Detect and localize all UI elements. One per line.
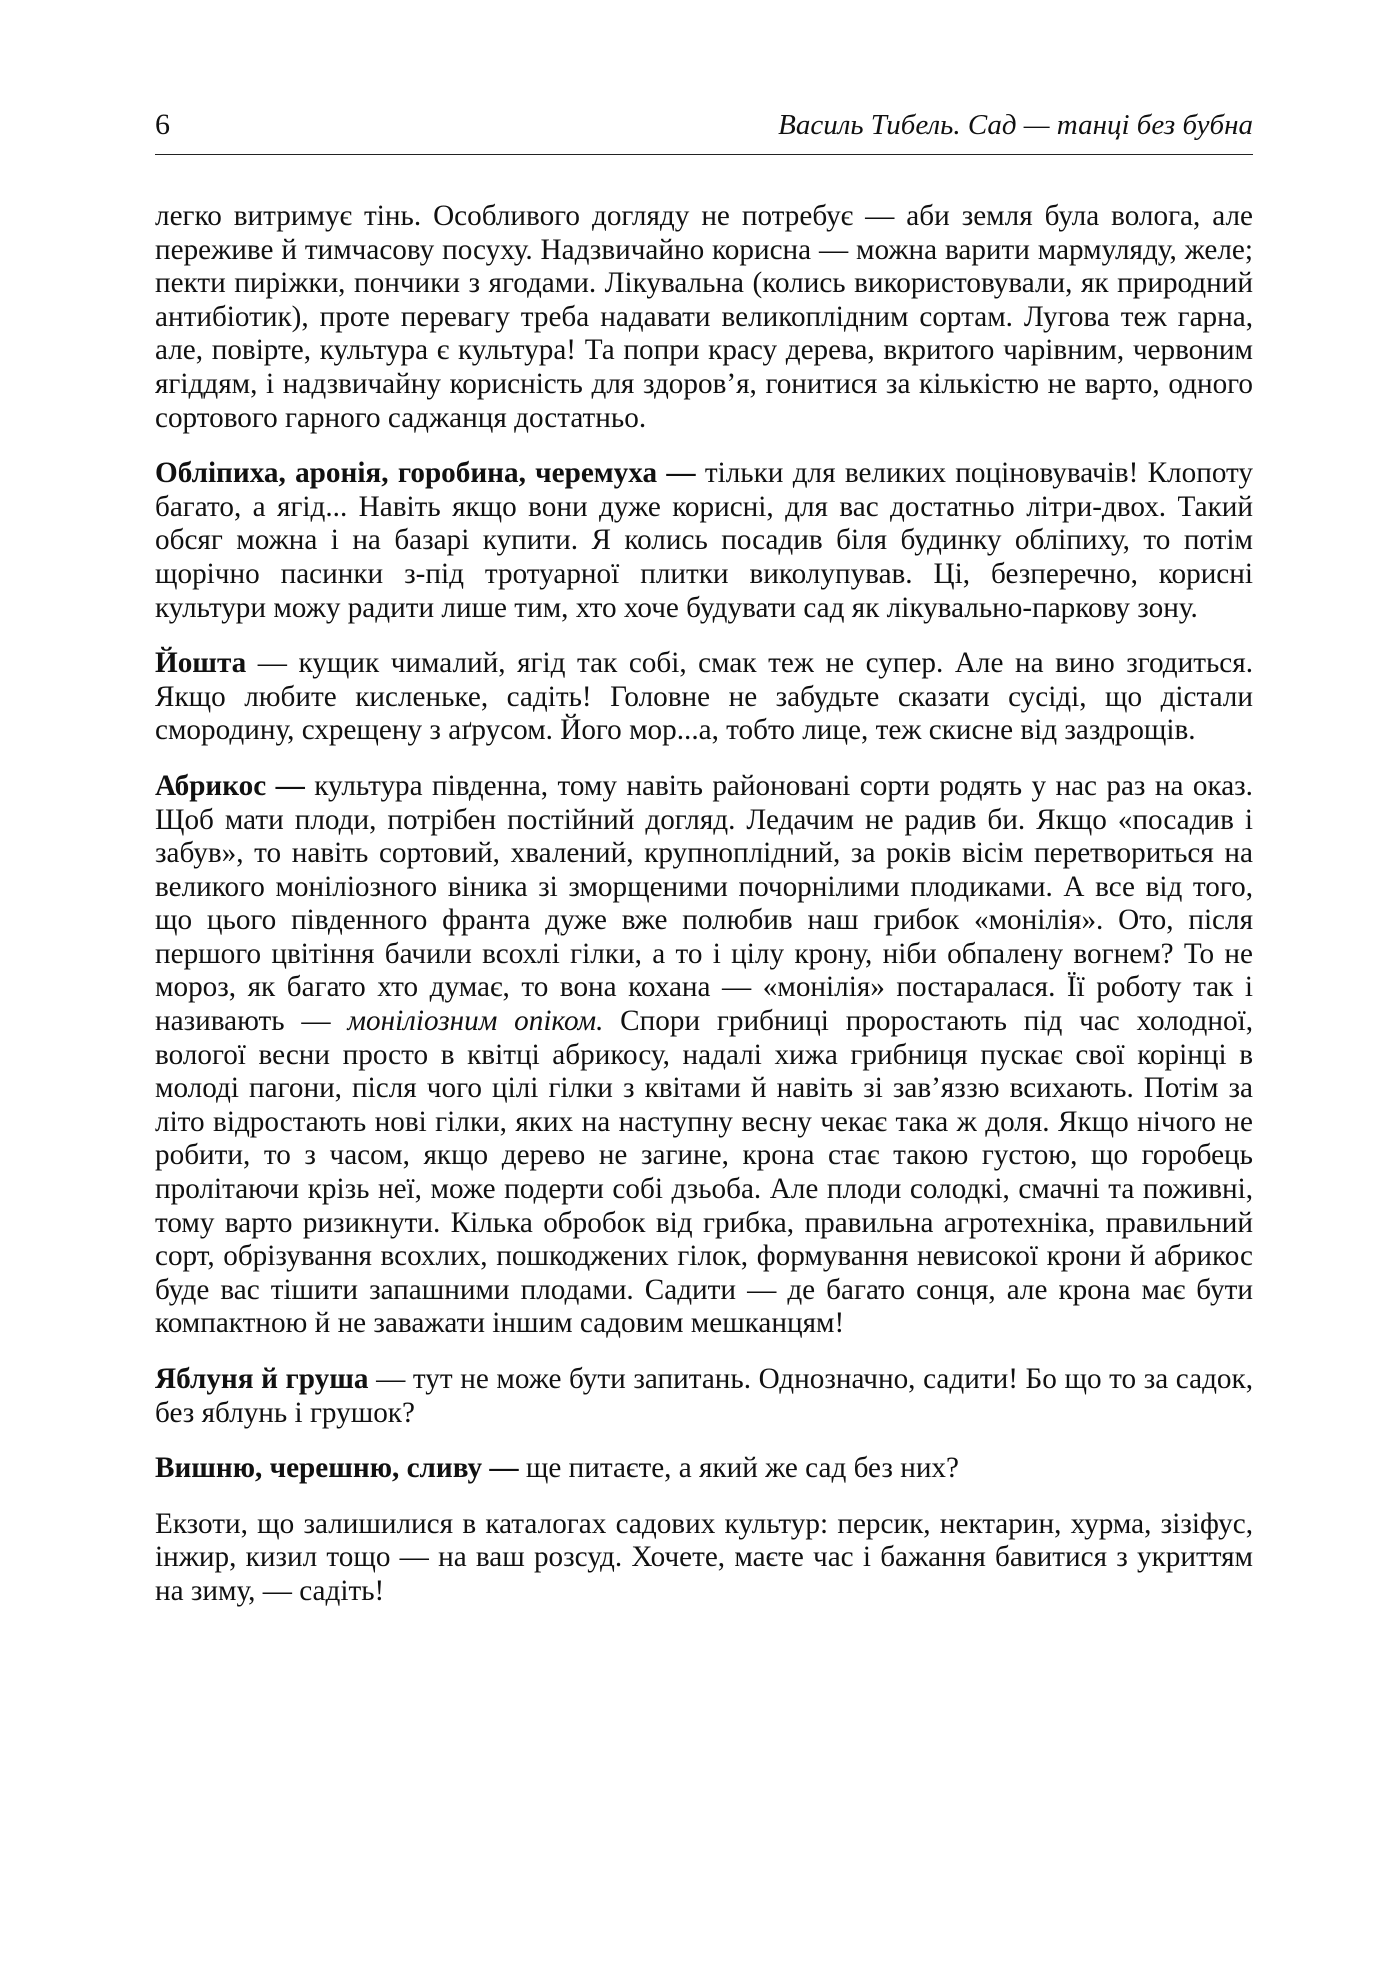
body-text	[155, 200, 1253, 1631]
paragraph-text: Спори грибниці проростають під час холодної, вологої весни просто в квітці абрикосу, надалі хижа грибниця пускає свої корінці в молоді пагони, після чого цілі гілки з квітами й навіть зі зав’яззю всихають. Потім за літо відростають нові гілки, яких на наступну весну чекає така ж доля. Якщо нічого не робити, то з часом, якщо дерево не загине, крона стає такою густою, що горобець пролітаючи крізь неї, може подерти собі дзьоба. Але плоди солодкі, смачні та поживні, тому варто ризикнути. Кілька обробок від грибка, правильна агротехніка, правильний сорт, обрізування всохлих, пошкоджених гілок, формування невисокої крони й абрикос буде вас тішити запашними плодами. Садити — де багато сонця, але крона має бути компактною й не заважати іншим садовим мешканцям!	[155, 1005, 1254, 1340]
page-number: 6	[155, 108, 170, 141]
paragraph-apricot	[155, 770, 1253, 1341]
running-title: Василь Тибель. Сад — танці без бубна	[778, 109, 1253, 141]
paragraph-continuation	[155, 200, 1253, 435]
paragraph-text: легко витримує тінь. Особливого догляду не потребує — аби земля була волога, але переживе й тимчасову посуху. Надзвичайно корисна — можна варити мармуляду, желе; пекти пиріжки, пончики з ягодами. Лікувальна (колись використовували, як природний антибіотик), проте перевагу треба надавати великоплідним сортам. Лугова теж гарна, але, повірте, культура є культура! Та попри красу дерева, вкритого чарівним, червоним ягіддям, і надзвичайну корисність для здоров’я, гонитися за кількістю не варто, одного сортового гарного саджанця достатньо.	[155, 200, 1253, 434]
paragraph-sea-buckthorn	[155, 457, 1253, 625]
paragraph-yoshta	[155, 647, 1253, 748]
paragraph-text: — тут не може бути запитань. Однозначно, садити! Бо що то за садок, без яблунь і грушок?	[155, 1363, 1253, 1429]
paragraph-text: ще питаєте, а який же сад без них?	[518, 1452, 959, 1485]
paragraph-term: Йошта	[155, 647, 247, 680]
paragraph-apple-pear	[155, 1363, 1253, 1430]
paragraph-text: — кущик чималий, ягід так собі, смак теж не супер. Але на вино згодиться. Якщо любите кисленьке, садіть! Головне не забудьте сказати сусіді, що дістали смородину, схрещену з аґрусом. Його мор...а, тобто лице, теж скисне від заздрощів.	[155, 647, 1253, 747]
paragraph-term: Яблуня й груша	[155, 1363, 369, 1395]
paragraph-text: Екзоти, що залишилися в каталогах садових культур: персик, нектарин, хурма, зізіфус, інжир, кизил тощо — на ваш розсуд. Хочете, маєте час і бажання бавитися з укриттям на зиму, — садіть!	[155, 1507, 1253, 1607]
paragraph-cherry-plum	[155, 1452, 1253, 1486]
paragraph-text: тільки для великих поціновувачів! Клопоту багато, а ягід... Навіть якщо вони дуже корисні, для вас достатньо літри-двох. Такий обсяг можна і на базарі купити. Я колись посадив біля будинку обліпиху, то потім щорічно пасинки з-під тротуарної плитки виколупував. Ці, безперечно, корисні культури можу радити лише тим, хто хоче будувати сад як лікувально-паркову зону.	[155, 457, 1254, 624]
paragraph-term: Вишню, черешню, сливу —	[155, 1452, 519, 1485]
paragraph-text: культура південна, тому навіть районовані сорти родять у нас раз на оказ. Щоб мати плоди, потрібен постійний догляд. Ледачим не радив би. Якщо «посадив і забув», то навіть сортовий, хвалений, крупноплідний, за років вісім перетвориться на великого моніліозного віника зі зморщеними почорнілими плодиками. А все від того, що цього південного франта дуже вже полюбив наш грибок «монілія». Ото, після першого цвітіння бачили всохлі гілки, а то і цілу крону, ніби обпалену вогнем? То не мороз, як багато хто думає, то вона кохана — «монілія» постаралася. Її роботу так і називають —	[155, 769, 1253, 1038]
paragraph-exotics	[155, 1508, 1253, 1609]
paragraph-term: Обліпиха, аронія, горобина, черемуха —	[155, 457, 696, 490]
paragraph-term: Абрикос —	[155, 769, 305, 802]
paragraph-emphasis: моніліозним опіком.	[347, 1005, 604, 1038]
page-header	[155, 108, 1253, 155]
